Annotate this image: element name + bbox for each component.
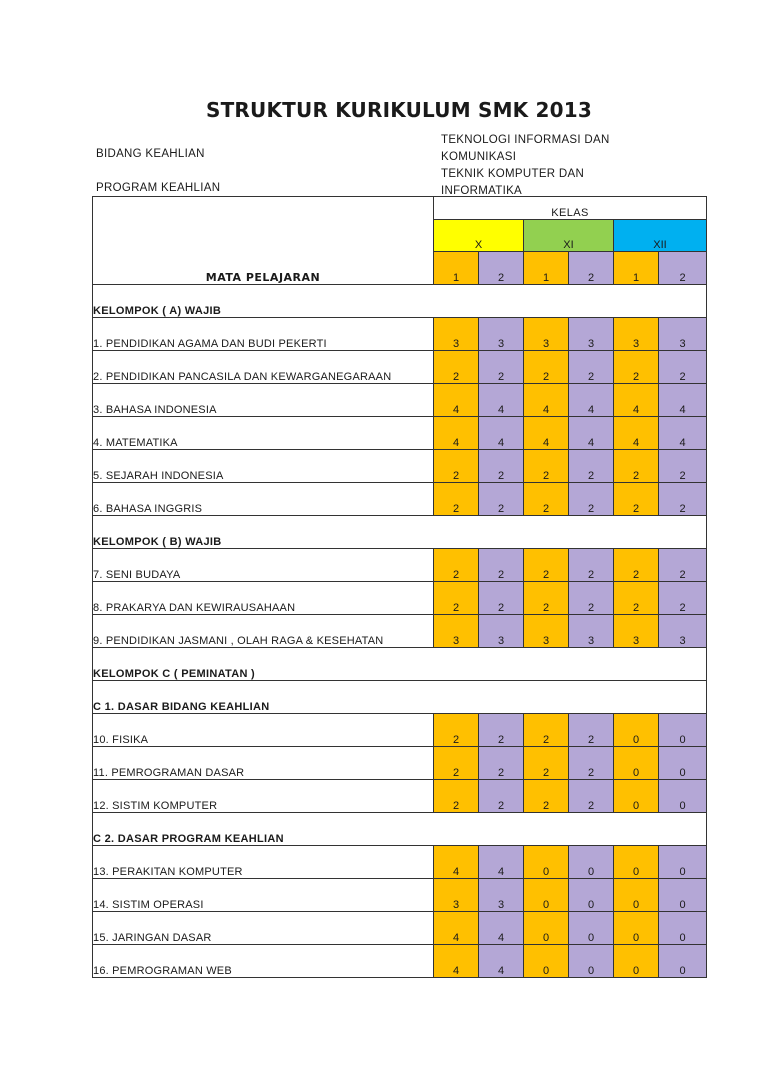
hours-cell: 4	[614, 384, 659, 417]
semester-header: 1	[614, 252, 659, 285]
hours-cell: 2	[434, 714, 479, 747]
hours-cell: 0	[614, 780, 659, 813]
hours-cell: 0	[569, 846, 614, 879]
hours-cell: 0	[614, 945, 659, 978]
curriculum-table-body	[93, 197, 707, 978]
hours-cell: 2	[479, 747, 524, 780]
hours-cell: 0	[659, 747, 707, 780]
hours-cell: 2	[614, 450, 659, 483]
hours-cell: 2	[434, 780, 479, 813]
hours-cell: 2	[479, 780, 524, 813]
class-xi-header: XI	[524, 220, 614, 252]
hours-cell: 2	[524, 780, 569, 813]
hours-cell: 3	[614, 615, 659, 648]
hours-cell: 4	[614, 417, 659, 450]
hours-cell: 0	[659, 714, 707, 747]
hours-cell: 4	[659, 384, 707, 417]
group-row	[93, 285, 707, 318]
hours-cell: 0	[614, 912, 659, 945]
subject-row	[93, 483, 707, 516]
hours-cell: 3	[524, 615, 569, 648]
hours-cell: 4	[434, 417, 479, 450]
hours-cell: 4	[479, 417, 524, 450]
subject-name: 14. SISTIM OPERASI	[93, 879, 434, 912]
hours-cell: 4	[479, 384, 524, 417]
subject-row	[93, 384, 707, 417]
subject-name: 6. BAHASA INGGRIS	[93, 483, 434, 516]
group-label: KELOMPOK ( B) WAJIB	[93, 516, 707, 549]
hours-cell: 3	[569, 615, 614, 648]
hours-cell: 2	[434, 351, 479, 384]
hours-cell: 2	[659, 582, 707, 615]
subject-name: 15. JARINGAN DASAR	[93, 912, 434, 945]
hours-cell: 0	[569, 879, 614, 912]
hours-cell: 2	[524, 483, 569, 516]
curriculum-table	[92, 196, 707, 978]
hours-cell: 4	[434, 912, 479, 945]
subject-row	[93, 318, 707, 351]
subject-row	[93, 912, 707, 945]
hours-cell: 2	[569, 351, 614, 384]
hours-cell: 2	[524, 747, 569, 780]
semester-header: 2	[569, 252, 614, 285]
subject-name: 11. PEMROGRAMAN DASAR	[93, 747, 434, 780]
hours-cell: 2	[569, 450, 614, 483]
hours-cell: 2	[434, 450, 479, 483]
hours-cell: 2	[434, 483, 479, 516]
hours-cell: 0	[569, 912, 614, 945]
hours-cell: 4	[479, 912, 524, 945]
hours-cell: 2	[524, 450, 569, 483]
hours-cell: 2	[524, 582, 569, 615]
subject-row	[93, 351, 707, 384]
hours-cell: 2	[659, 450, 707, 483]
kelas-header: KELAS	[434, 197, 707, 220]
subject-row	[93, 582, 707, 615]
hours-cell: 2	[659, 483, 707, 516]
hours-cell: 0	[524, 912, 569, 945]
bidang-keahlian-label: BIDANG KEAHLIAN	[96, 148, 205, 160]
hours-cell: 2	[569, 780, 614, 813]
class-xii-header: XII	[614, 220, 707, 252]
semester-header: 1	[524, 252, 569, 285]
semester-header: 1	[434, 252, 479, 285]
group-label: KELOMPOK C ( PEMINATAN )	[93, 648, 707, 681]
hours-cell: 4	[524, 417, 569, 450]
hours-cell: 0	[614, 714, 659, 747]
hours-cell: 2	[614, 351, 659, 384]
hours-cell: 3	[524, 318, 569, 351]
hours-cell: 4	[479, 846, 524, 879]
subject-name: 12. SISTIM KOMPUTER	[93, 780, 434, 813]
hours-cell: 2	[434, 549, 479, 582]
hours-cell: 0	[659, 945, 707, 978]
hours-cell: 2	[614, 483, 659, 516]
hours-cell: 2	[524, 549, 569, 582]
group-row	[93, 516, 707, 549]
class-x-header: X	[434, 220, 524, 252]
hours-cell: 2	[569, 714, 614, 747]
hours-cell: 3	[479, 318, 524, 351]
subject-name: 16. PEMROGRAMAN WEB	[93, 945, 434, 978]
hours-cell: 2	[479, 351, 524, 384]
subject-name: 5. SEJARAH INDONESIA	[93, 450, 434, 483]
hours-cell: 3	[434, 879, 479, 912]
hours-cell: 2	[479, 582, 524, 615]
hours-cell: 3	[659, 615, 707, 648]
subject-row	[93, 780, 707, 813]
subject-name: 8. PRAKARYA DAN KEWIRAUSAHAAN	[93, 582, 434, 615]
hours-cell: 2	[569, 483, 614, 516]
hours-cell: 3	[569, 318, 614, 351]
group-row	[93, 813, 707, 846]
semester-header: 2	[659, 252, 707, 285]
hours-cell: 2	[614, 582, 659, 615]
hours-cell: 0	[614, 747, 659, 780]
hours-cell: 0	[659, 780, 707, 813]
group-label: KELOMPOK ( A) WAJIB	[93, 285, 707, 318]
hours-cell: 4	[569, 384, 614, 417]
subject-row	[93, 945, 707, 978]
hours-cell: 0	[659, 912, 707, 945]
hours-cell: 3	[614, 318, 659, 351]
subject-row	[93, 417, 707, 450]
hours-cell: 0	[569, 945, 614, 978]
hours-cell: 3	[479, 615, 524, 648]
hours-cell: 2	[524, 714, 569, 747]
hours-cell: 4	[659, 417, 707, 450]
hours-cell: 2	[434, 582, 479, 615]
subject-row	[93, 747, 707, 780]
hours-cell: 4	[434, 846, 479, 879]
subject-name: 2. PENDIDIKAN PANCASILA DAN KEWARGANEGARAAN	[93, 351, 434, 384]
hours-cell: 3	[659, 318, 707, 351]
group-label: C 2. DASAR PROGRAM KEAHLIAN	[93, 813, 707, 846]
hours-cell: 2	[659, 549, 707, 582]
mata-pelajaran-header: MATA PELAJARAN	[93, 197, 434, 285]
hours-cell: 2	[659, 351, 707, 384]
subject-row	[93, 615, 707, 648]
group-label: C 1. DASAR BIDANG KEAHLIAN	[93, 681, 707, 714]
bidang-keahlian-value: TEKNOLOGI INFORMASI DAN KOMUNIKASI	[441, 134, 610, 163]
group-row	[93, 648, 707, 681]
subject-row	[93, 549, 707, 582]
hours-cell: 2	[479, 714, 524, 747]
hours-cell: 2	[569, 549, 614, 582]
hours-cell: 3	[479, 879, 524, 912]
subject-row	[93, 879, 707, 912]
hours-cell: 2	[434, 747, 479, 780]
subject-name: 9. PENDIDIKAN JASMANI , OLAH RAGA & KESEHATAN	[93, 615, 434, 648]
subject-name: 1. PENDIDIKAN AGAMA DAN BUDI PEKERTI	[93, 318, 434, 351]
hours-cell: 2	[569, 747, 614, 780]
hours-cell: 0	[614, 846, 659, 879]
subject-row	[93, 450, 707, 483]
hours-cell: 2	[614, 549, 659, 582]
subject-row	[93, 714, 707, 747]
hours-cell: 0	[524, 945, 569, 978]
hours-cell: 0	[614, 879, 659, 912]
hours-cell: 2	[524, 351, 569, 384]
semester-header: 2	[479, 252, 524, 285]
hours-cell: 2	[479, 450, 524, 483]
document-title: STRUKTUR KURIKULUM SMK 2013	[205, 98, 592, 122]
hours-cell: 3	[434, 615, 479, 648]
hours-cell: 0	[524, 879, 569, 912]
hours-cell: 3	[434, 318, 479, 351]
hours-cell: 4	[524, 384, 569, 417]
hours-cell: 4	[569, 417, 614, 450]
subject-name: 10. FISIKA	[93, 714, 434, 747]
hours-cell: 0	[524, 846, 569, 879]
subject-name: 13. PERAKITAN KOMPUTER	[93, 846, 434, 879]
subject-name: 7. SENI BUDAYA	[93, 549, 434, 582]
subject-row	[93, 846, 707, 879]
hours-cell: 2	[479, 549, 524, 582]
hours-cell: 4	[434, 945, 479, 978]
subject-name: 3. BAHASA INDONESIA	[93, 384, 434, 417]
program-keahlian-value: TEKNIK KOMPUTER DAN INFORMATIKA	[441, 168, 585, 197]
hours-cell: 0	[659, 846, 707, 879]
group-row	[93, 681, 707, 714]
hours-cell: 0	[659, 879, 707, 912]
hours-cell: 2	[569, 582, 614, 615]
program-keahlian-label: PROGRAM KEAHLIAN	[96, 182, 221, 194]
subject-name: 4. MATEMATIKA	[93, 417, 434, 450]
hours-cell: 4	[434, 384, 479, 417]
hours-cell: 2	[479, 483, 524, 516]
hours-cell: 4	[479, 945, 524, 978]
